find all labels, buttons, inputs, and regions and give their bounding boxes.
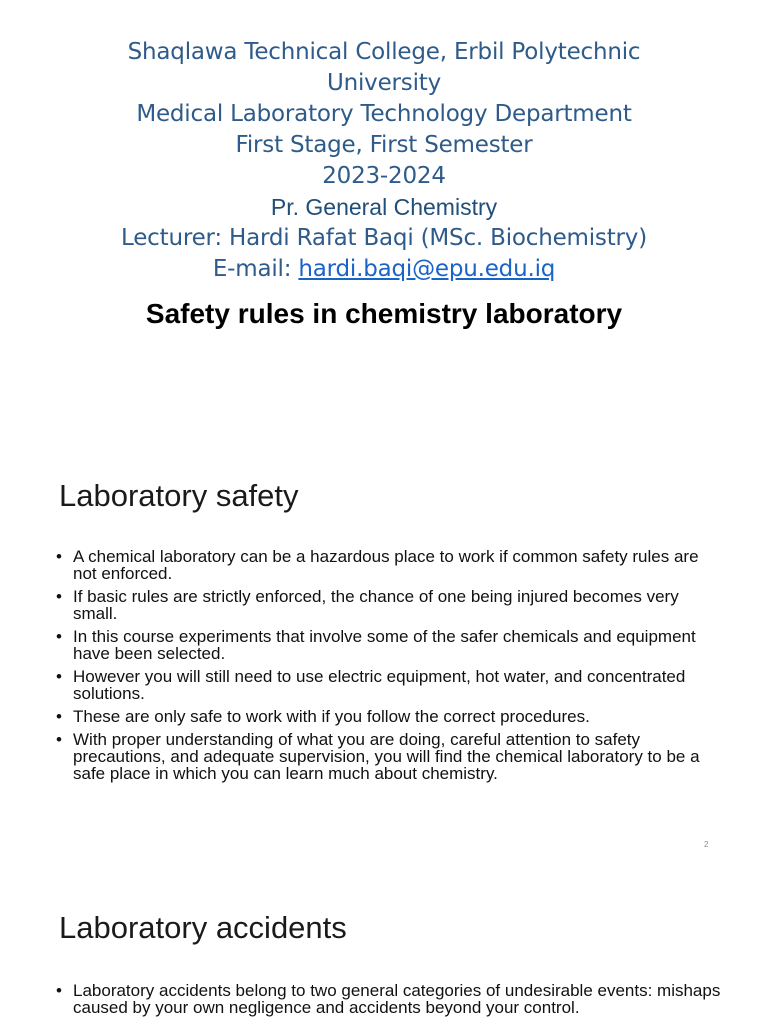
laboratory-accidents-list (56, 982, 726, 1022)
laboratory-accidents-heading: Laboratory accidents (59, 910, 347, 945)
title-block (0, 37, 768, 285)
email-link[interactable]: hardi.baqi@epu.edu.iq (298, 256, 556, 282)
university-line: University (326, 70, 442, 96)
college-line: Shaqlawa Technical College, Erbil Polytechnic (127, 39, 641, 65)
laboratory-safety-list (56, 548, 726, 788)
list-item: • However you will still need to use electric equipment, hot water, and concentrated solutions. (56, 668, 726, 702)
year-line: 2023-2024 (322, 163, 446, 189)
stage-line: First Stage, First Semester (235, 132, 533, 158)
list-item: • If basic rules are strictly enforced, the chance of one being injured becomes very small. (56, 588, 726, 622)
title-slide (0, 0, 768, 420)
course-title: Pr. General Chemistry (270, 194, 498, 220)
main-heading: Safety rules in chemistry laboratory (145, 298, 623, 329)
list-item: • A chemical laboratory can be a hazardous place to work if common safety rules are not enforced. (56, 548, 726, 582)
list-item: • In this course experiments that involve some of the safer chemicals and equipment have been selected. (56, 628, 726, 662)
email-line (0, 254, 768, 285)
list-item: • These are only safe to work with if you follow the correct procedures. (56, 708, 726, 725)
laboratory-safety-heading: Laboratory safety (59, 478, 299, 513)
lecturer-line: Lecturer: Hardi Rafat Baqi (MSc. Biochemistry) (121, 225, 647, 251)
department-line: Medical Laboratory Technology Department (136, 101, 632, 127)
email-label: E-mail: (212, 256, 299, 282)
list-item: • With proper understanding of what you are doing, careful attention to safety precautions, and adequate supervision, you will find the chemical laboratory to be a safe place in which you can learn much about chemistry. (56, 731, 726, 782)
page-number: 2 (704, 840, 709, 849)
list-item: • Laboratory accidents belong to two general categories of undesirable events: mishaps caused by your own negligence and accidents beyond your control. (56, 982, 726, 1016)
